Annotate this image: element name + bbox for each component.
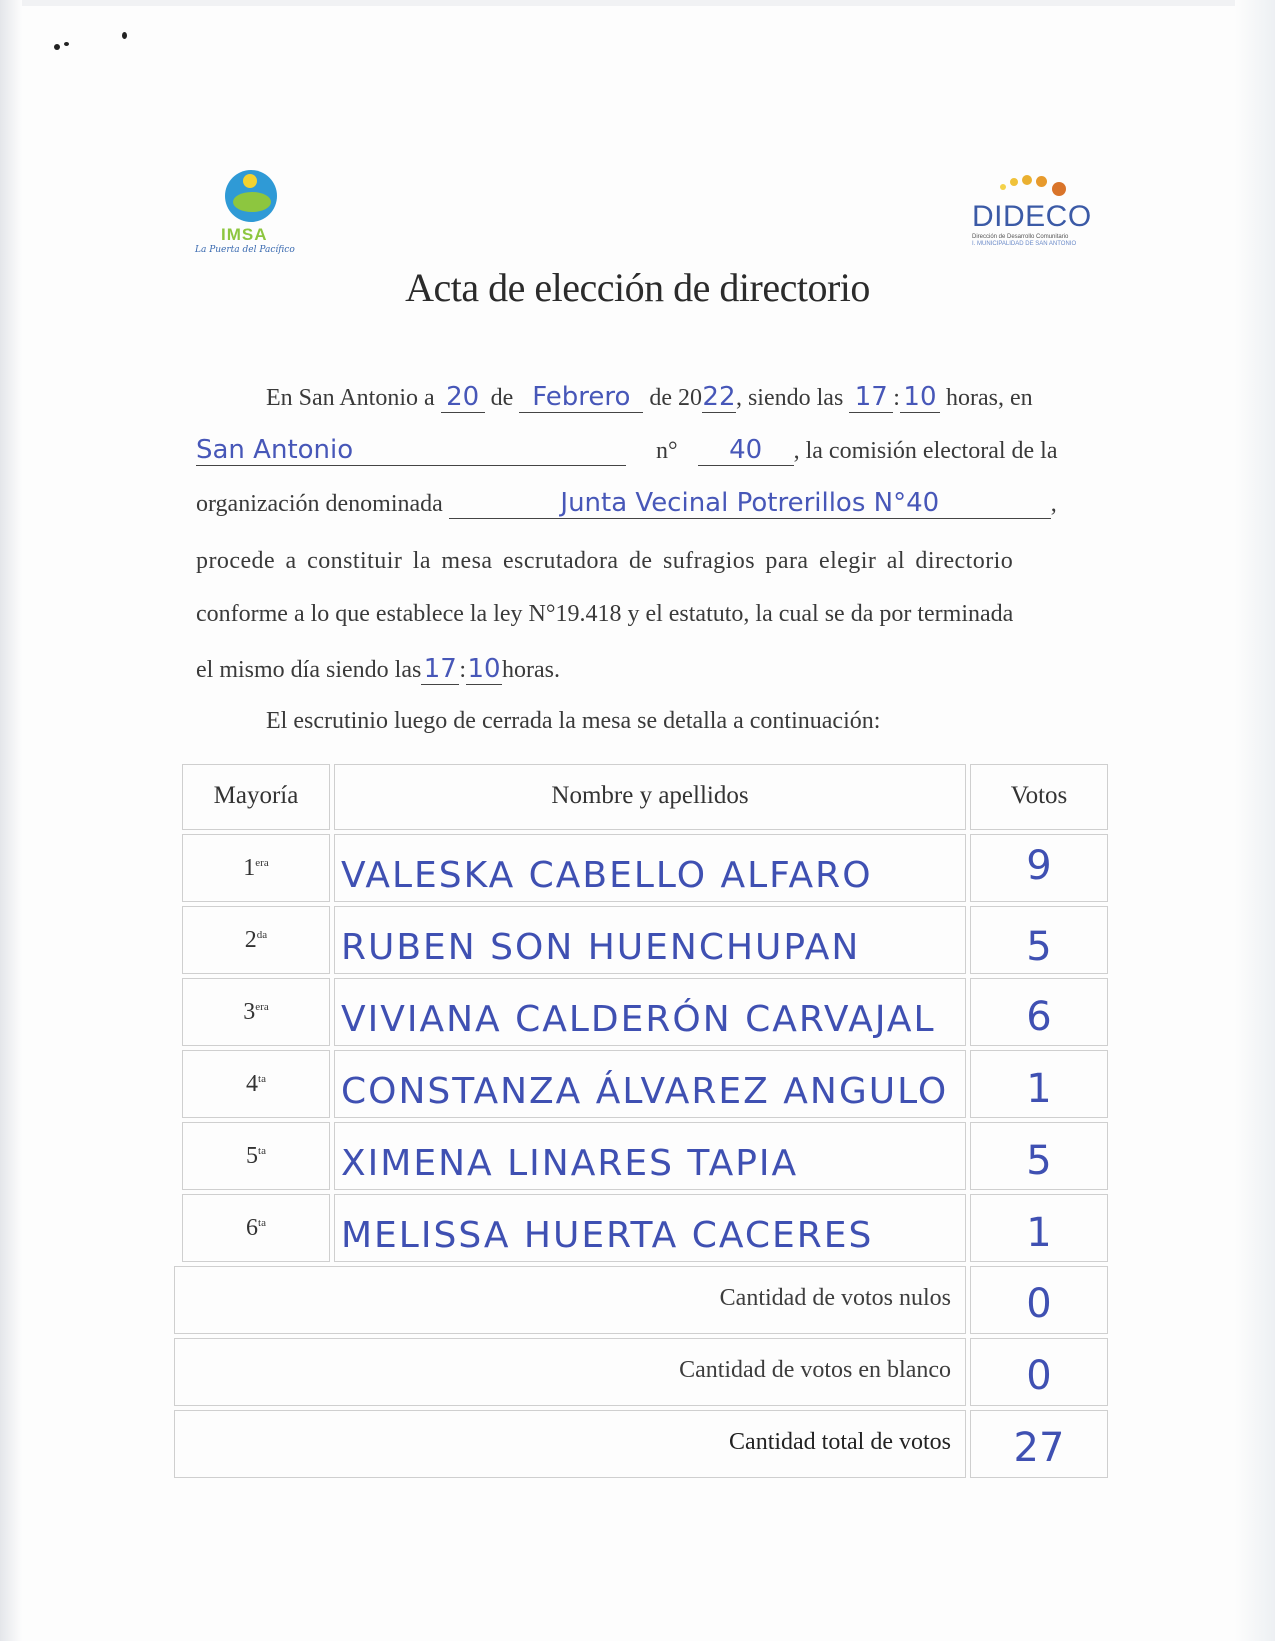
organization-field[interactable]: Junta Vecinal Potrerillos N°40 (449, 488, 1051, 519)
blank-votes-label: Cantidad de votos en blanco (174, 1338, 966, 1406)
candidate-name[interactable]: XIMENA LINARES TAPIA (334, 1122, 966, 1190)
rank-cell: $2^{da}$ (182, 906, 330, 974)
year-field[interactable]: 22 (702, 382, 736, 412)
scan-speck (54, 44, 60, 50)
static-text: : (459, 657, 466, 683)
results-table (180, 758, 1110, 1478)
number-field[interactable]: 40 (698, 435, 794, 466)
candidate-votes[interactable]: 5 (970, 906, 1108, 974)
imsa-logo-text: IMSA (221, 225, 268, 244)
imsa-tagline: La Puerta del Pacífico (195, 245, 295, 255)
form-line-6 (196, 654, 560, 685)
form-line-2 (196, 435, 1058, 466)
imsa-logo (195, 158, 313, 262)
scan-speck (122, 32, 127, 39)
logo-dot-icon (1036, 176, 1047, 187)
start-minute-field[interactable]: 10 (900, 382, 940, 413)
null-votes-count[interactable]: 0 (970, 1266, 1108, 1334)
static-text: horas. (501, 657, 560, 683)
rank-cell: $1^{era}$ (182, 834, 330, 902)
static-text: de 20 (649, 385, 702, 411)
static-text: horas, en (945, 385, 1033, 411)
candidate-votes[interactable]: 1 (970, 1050, 1108, 1118)
rank-cell: $5^{ta}$ (182, 1122, 330, 1190)
candidate-name[interactable]: VIVIANA CALDERÓN CARVAJAL (334, 978, 966, 1046)
end-minute-field[interactable]: 10 (467, 654, 501, 684)
static-text: : (893, 385, 900, 411)
blank-votes-count[interactable]: 0 (970, 1338, 1108, 1406)
candidate-votes[interactable]: 6 (970, 978, 1108, 1046)
page-title: Acta de elección de directorio (405, 265, 870, 310)
imsa-emblem-icon (225, 170, 277, 222)
logo-dot-icon (1010, 178, 1018, 186)
candidate-votes[interactable]: 9 (970, 834, 1108, 902)
candidate-votes[interactable]: 1 (970, 1194, 1108, 1262)
null-votes-label: Cantidad de votos nulos (174, 1266, 966, 1334)
form-line-1 (266, 382, 1033, 413)
rank-cell: $4^{ta}$ (182, 1050, 330, 1118)
scan-edge (0, 0, 1275, 6)
candidate-name[interactable]: CONSTANZA ÁLVAREZ ANGULO (334, 1050, 966, 1118)
header-votes: Votos (970, 764, 1108, 830)
total-votes-count[interactable]: 27 (970, 1410, 1108, 1478)
logo-dot-icon (1000, 184, 1006, 190)
candidate-name[interactable]: RUBEN SON HUENCHUPAN (334, 906, 966, 974)
scan-edge (1235, 0, 1275, 1641)
rank-cell: $6^{ta}$ (182, 1194, 330, 1262)
header-rank: Mayoría (182, 764, 330, 830)
end-hour-field[interactable]: 17 (421, 654, 459, 685)
form-line-4: procede a constituir la mesa escrutadora de sufragios para elegir al directorio (196, 548, 1014, 574)
form-line-5: conforme a lo que establece la ley N°19.418 y el estatuto, la cual se da por terminada (196, 601, 1014, 627)
wave-icon (233, 192, 271, 212)
candidate-name[interactable]: MELISSA HUERTA CACERES (334, 1194, 966, 1262)
dideco-subtitle: I. MUNICIPALIDAD DE SAN ANTONIO (972, 241, 1077, 247)
scan-speck (64, 42, 69, 46)
total-votes-label: Cantidad total de votos (174, 1410, 966, 1478)
static-text: organización denominada (196, 491, 443, 517)
logo-dot-icon (1052, 182, 1066, 196)
rank-cell: $3^{era}$ (182, 978, 330, 1046)
logo-dot-icon (1022, 175, 1032, 185)
sun-icon (243, 174, 257, 188)
static-text: , siendo las (735, 385, 844, 411)
dideco-logo (970, 172, 1090, 252)
scan-edge (0, 0, 22, 1641)
candidate-votes[interactable]: 5 (970, 1122, 1108, 1190)
dideco-subtitle: Dirección de Desarrollo Comunitario (972, 234, 1069, 240)
header-name: Nombre y apellidos (334, 764, 966, 830)
month-field[interactable]: Febrero (519, 382, 643, 413)
place-field[interactable]: San Antonio (196, 435, 626, 466)
static-text: n° (656, 438, 678, 464)
static-text: el mismo día siendo las (196, 657, 422, 683)
day-field[interactable]: 20 (441, 382, 485, 413)
static-text: En San Antonio a (266, 385, 435, 411)
dideco-logo-text: DIDECO (972, 200, 1092, 233)
form-line-7: El escrutinio luego de cerrada la mesa se detalla a continuación: (266, 708, 881, 734)
static-text: de (490, 385, 514, 411)
static-text: , (1050, 491, 1057, 517)
form-line-3 (196, 488, 1057, 519)
candidate-name[interactable]: VALESKA CABELLO ALFARO (334, 834, 966, 902)
static-text: , la comisión electoral de la (793, 438, 1058, 464)
start-hour-field[interactable]: 17 (849, 382, 893, 413)
